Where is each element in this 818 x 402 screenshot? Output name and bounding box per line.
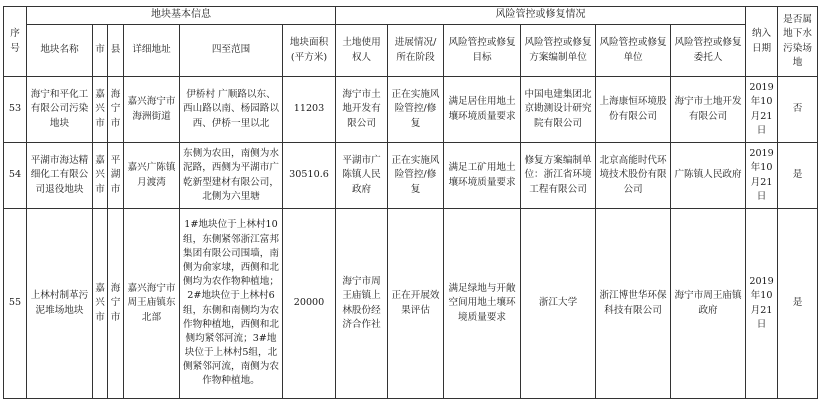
table-row	[4, 143, 818, 209]
header-stage: 进展情况/所在阶段	[388, 25, 444, 77]
cell-groundwater: 是	[778, 143, 818, 209]
cell-client: 海宁市土地开发有限公司	[671, 77, 746, 143]
cell-inclusion-date: 2019年10月21日	[746, 77, 778, 143]
cell-target: 满足居住用地土壤环境质量要求	[444, 77, 521, 143]
header-groundwater: 是否属地下水污染场地	[778, 7, 818, 77]
header-risk-control-group: 风险管控或修复情况	[336, 7, 746, 25]
cell-county: 平湖市	[108, 143, 124, 209]
cell-boundary: 伊桥村 广顺路以东、西山路以南、杨园路以西、伊桥一里以北	[180, 77, 283, 143]
cell-seq: 54	[4, 143, 27, 209]
cell-area: 30510.6	[283, 143, 336, 209]
header-target: 风险管控或修复目标	[444, 25, 521, 77]
cell-groundwater: 否	[778, 77, 818, 143]
cell-address: 嘉兴海宁市海洲街道	[124, 77, 180, 143]
cell-address: 嘉兴海宁市周王庙镇东北部	[124, 209, 180, 399]
table-row	[4, 77, 818, 143]
header-area: 地块面积(平方米)	[283, 25, 336, 77]
header-row-group	[4, 7, 818, 25]
cell-client: 海宁市周王庙镇政府	[671, 209, 746, 399]
table-row	[4, 209, 818, 399]
cell-site-name: 上林村制革污泥堆场地块	[27, 209, 93, 399]
cell-repair-unit: 上海康恒环境股份有限公司	[596, 77, 671, 143]
header-row-columns	[4, 25, 818, 77]
cell-stage: 正在实施风险管控/修复	[388, 143, 444, 209]
cell-stage: 正在开展效果评估	[388, 209, 444, 399]
cell-plan-unit: 修复方案编制单位：浙江省环境工程有限公司	[521, 143, 596, 209]
header-county: 县	[108, 25, 124, 77]
header-land-user: 土地使用权人	[336, 25, 388, 77]
header-plan-unit: 风险管控或修复方案编制单位	[521, 25, 596, 77]
cell-land-user: 海宁市周王庙镇上林股份经济合作社	[336, 209, 388, 399]
cell-plan-unit: 中国电建集团北京勘测设计研究院有限公司	[521, 77, 596, 143]
cell-groundwater: 是	[778, 209, 818, 399]
cell-seq: 55	[4, 209, 27, 399]
cell-inclusion-date: 2019年10月21日	[746, 209, 778, 399]
cell-site-name: 海宁和平化工有限公司污染地块	[27, 77, 93, 143]
header-site-name: 地块名称	[27, 25, 93, 77]
cell-boundary: 1#地块位于上林村10组，东侧紧邻浙江富邦集团有限公司围墙，南侧为俞家埭，西侧和北侧均为农作物种植地；2#地块位于上林村6组，东侧和南侧均为农作物种植地，西侧和北侧均紧邻河流；3#地块位于上林村5组，北侧紧邻河流，南侧为农作物种植地。	[180, 209, 283, 399]
header-repair-unit: 风险管控或修复单位	[596, 25, 671, 77]
cell-inclusion-date: 2019年10月21日	[746, 143, 778, 209]
header-city: 市	[93, 25, 108, 77]
cell-seq: 53	[4, 77, 27, 143]
cell-client: 广陈镇人民政府	[671, 143, 746, 209]
cell-county: 海宁市	[108, 209, 124, 399]
header-boundary: 四至范围	[180, 25, 283, 77]
cell-city: 嘉兴市	[93, 77, 108, 143]
cell-target: 满足绿地与开敞空间用地土壤环境质量要求	[444, 209, 521, 399]
cell-target: 满足工矿用地土壤环境质量要求	[444, 143, 521, 209]
cell-repair-unit: 浙江博世华环保科技有限公司	[596, 209, 671, 399]
cell-boundary: 东侧为农田，南侧为水泥路，西侧为平湖市广乾新型建材有限公司，北侧为六里塘	[180, 143, 283, 209]
header-basic-info-group: 地块基本信息	[27, 7, 336, 25]
cell-plan-unit: 浙江大学	[521, 209, 596, 399]
header-client: 风险管控或修复委托人	[671, 25, 746, 77]
cell-stage: 正在实施风险管控/修复	[388, 77, 444, 143]
cell-city: 嘉兴市	[93, 143, 108, 209]
cell-land-user: 海宁市土地开发有限公司	[336, 77, 388, 143]
cell-site-name: 平湖市海达精细化工有限公司退役地块	[27, 143, 93, 209]
cell-address: 嘉兴广陈镇月渡湾	[124, 143, 180, 209]
cell-city: 嘉兴市	[93, 209, 108, 399]
cell-county: 海宁市	[108, 77, 124, 143]
cell-repair-unit: 北京高能时代环境技术股份有限公司	[596, 143, 671, 209]
cell-area: 11203	[283, 77, 336, 143]
cell-land-user: 平湖市广陈镇人民政府	[336, 143, 388, 209]
cell-area: 20000	[283, 209, 336, 399]
header-seq: 序号	[4, 7, 27, 77]
header-inclusion-date: 纳入日期	[746, 7, 778, 77]
contaminated-site-registry-table	[3, 6, 818, 399]
header-address: 详细地址	[124, 25, 180, 77]
